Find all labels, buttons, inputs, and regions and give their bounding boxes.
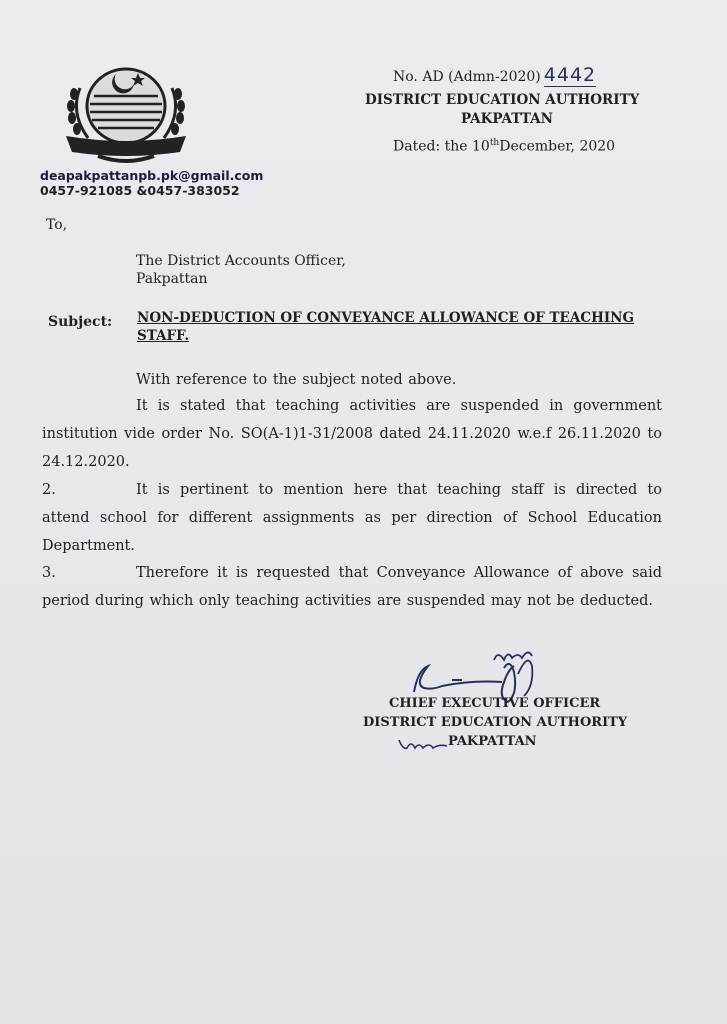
paragraph-text: Therefore it is requested that Conveyance Allowance of above said period during which only teaching activities are suspended may not be deducted. (42, 565, 662, 609)
date-rest: December, 2020 (499, 138, 616, 155)
addressee-block (136, 252, 346, 288)
paragraph-text: It is pertinent to mention here that teaching staff is directed to attend school for different assignments as per direction of School Education Department. (42, 482, 662, 554)
authority-name: DISTRICT EDUCATION AUTHORITY (365, 92, 640, 108)
subject-text: NON-DEDUCTION OF CONVEYANCE ALLOWANCE OF TEACHING STAFF. (137, 310, 635, 344)
email-text: deapakpattanpb.pk@gmail.com (40, 168, 264, 183)
paragraph-number: 2. (42, 482, 56, 498)
contact-block (40, 168, 263, 198)
signatory-office: DISTRICT EDUCATION AUTHORITY (363, 715, 628, 730)
salutation-to: To, (46, 217, 68, 233)
addressee-line1: The District Accounts Officer, (136, 253, 346, 269)
body-intro: With reference to the subject noted above. (136, 372, 457, 388)
reference-number (393, 64, 596, 86)
body-paragraph-1: It is stated that teaching activities are suspended in government institution vide order No. SO(A-1)1-31/2008 dated 24.11.2020 w.e.f 26.11.2020 to 24.12.2020. (42, 398, 662, 470)
signatory-title: CHIEF EXECUTIVE OFFICER (389, 696, 601, 711)
subject-label: Subject: (48, 314, 113, 330)
paragraph-number: 3. (42, 565, 56, 581)
authority-city: PAKPATTAN (461, 111, 553, 127)
letter-date (393, 138, 615, 155)
phone-text: 0457-921085 &0457-383052 (40, 183, 240, 198)
signatory-city: PAKPATTAN (448, 734, 537, 749)
date-suffix: th (489, 138, 500, 148)
addressee-line2: Pakpattan (136, 271, 208, 287)
scribble-mark (397, 736, 451, 752)
body-paragraph-2 (42, 476, 662, 560)
handwritten-number: 4442 (543, 64, 597, 86)
body-paragraph-3 (42, 559, 662, 615)
reference-label: No. AD (Admn-2020) (393, 69, 541, 85)
government-emblem-icon (58, 58, 194, 164)
date-prefix: Dated: the 10 (393, 138, 490, 155)
